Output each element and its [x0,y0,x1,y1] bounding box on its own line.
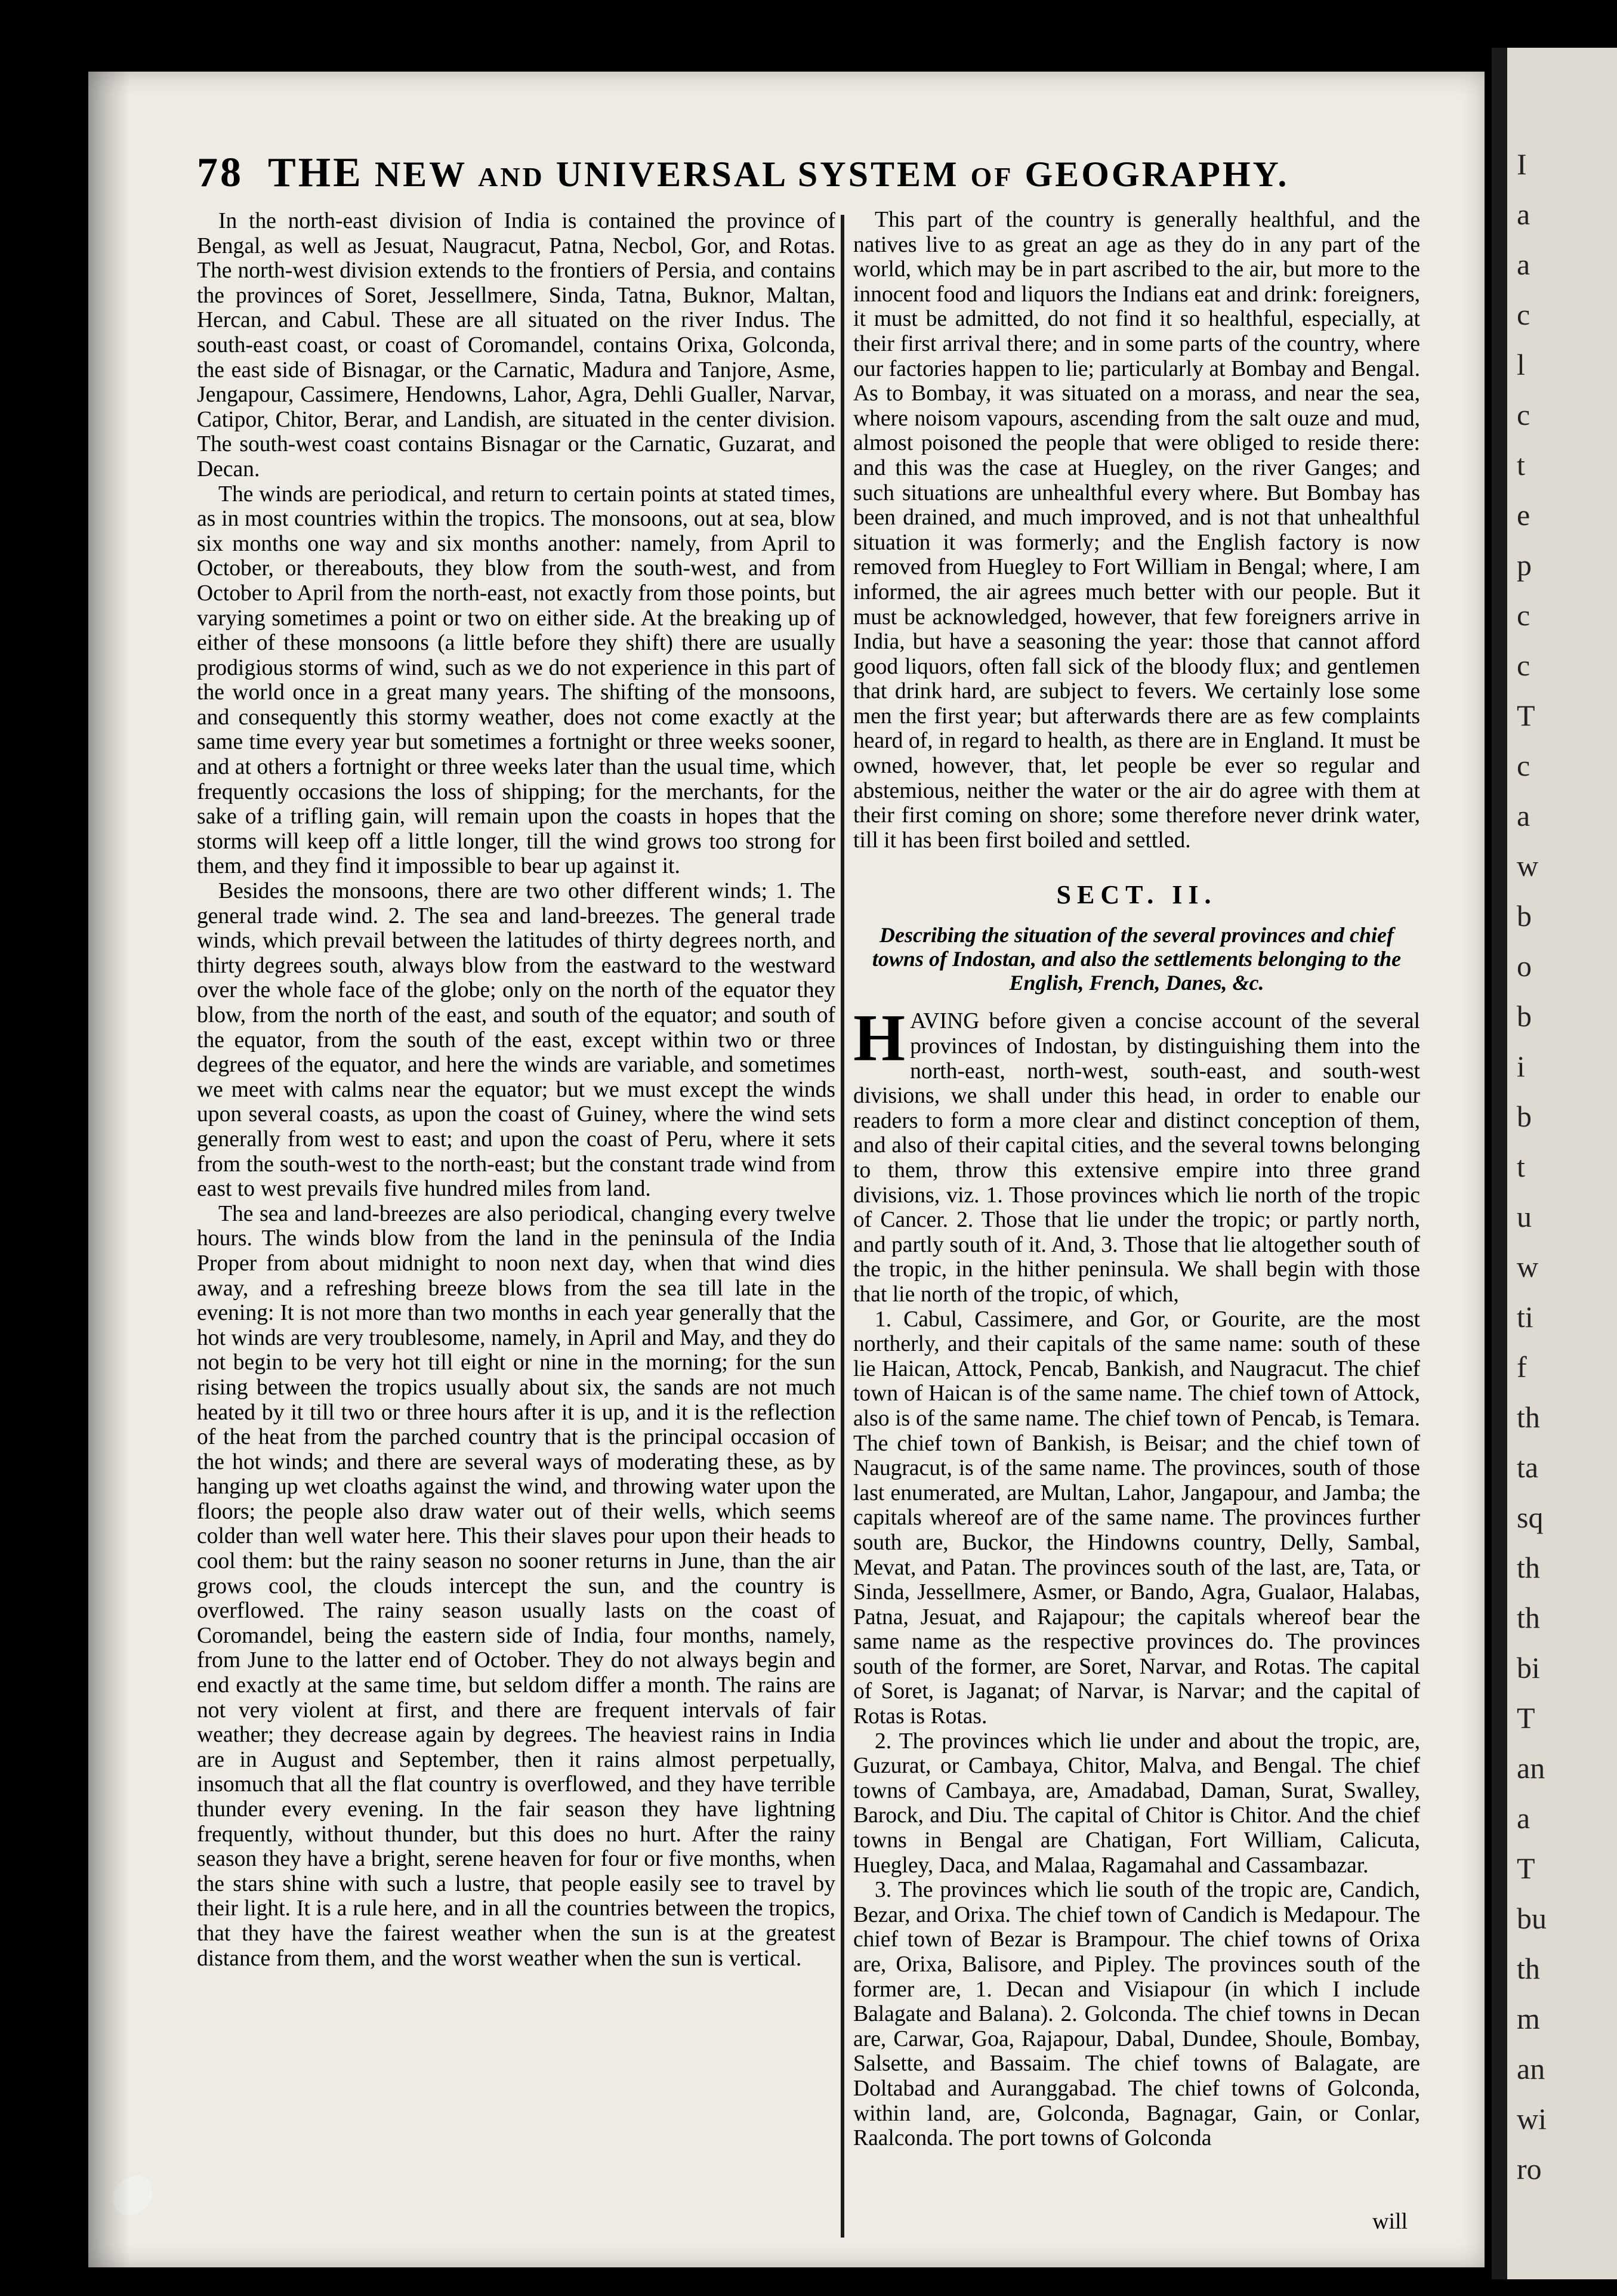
adjacent-page-fragment: T [1517,1701,1535,1735]
adjacent-page-fragment: an [1517,2052,1545,2085]
adjacent-page-fragment: a [1517,248,1530,281]
numbered-paragraph: 3. The provinces which lie south of the tropic are, Candich, Bezar, and Orixa. The chief town of Candich is Medapour. The chief town of Bezar is Brampour. The chief towns of Orixa are, Orixa, Balisore, and Pipley. The provinces south of the former are, 1. Decan and Visiapour (in which I include Balagate and Balana). 2. Golconda. The chief towns in Decan are, Carwar, Goa, Rajapour, Dabal, Dundee, Shoule, Bombay, Salsette, and Bassaim. The chief towns of Balagate, are Doltabad and Auranggabad. The chief towns of Golconda, within land, are, Golconda, Bagnagar, Gain, or Conlar, Raalconda. The port towns of Golconda [853,1878,1420,2151]
adjacent-page-fragment: T [1517,699,1535,732]
adjacent-page-fragment: c [1517,649,1530,682]
title-word: NEW [374,155,467,194]
adjacent-page-fragment: c [1517,598,1530,632]
adjacent-page-fragment: c [1517,398,1530,431]
adjacent-page-fragment: b [1517,899,1532,933]
catchword: will [1372,2209,1408,2234]
adjacent-page-fragment: b [1517,1100,1532,1133]
adjacent-page-fragment: t [1517,448,1525,482]
title-word: UNIVERSAL [556,155,786,194]
title-word: GEOGRAPHY. [1024,155,1289,194]
adjacent-page-fragment: sq [1517,1501,1544,1534]
first-paragraph-text: AVING before given a concise account of the several provinces of Indostan, by distinguishing them into the north-east, north-west, south-east, and south-west divisions, we shall under this head, in order to enable our readers to form a more clear and distinct conception of them, and also of their capital cities, and the several towns belonging to them, throw this extensive empire into three grand divisions, viz. 1. Those provinces which lie north of the tropic of Cancer. 2. Those that lie under the tropic; or partly north, and partly south of it. And, 3. Those that lie altogether south of the tropic, in the hither peninsula. We shall begin with those that lie north of the tropic, of which, [853,1009,1420,1307]
paragraph: The sea and land-breezes are also periodical, changing every twelve hours. The winds blow from the land in the peninsula of the India Proper from about midnight to noon next day, when that wind dies away, and a refreshing breeze blows from the sea till late in the evening: It is not more than two months in each year generally that the hot winds are very troublesome, namely, in April and May, and they do not begin to be very hot till eight or nine in the morning; for the sun rising between the tropics usually about six, the sands are not much heated by it till two or three hours after it is up, and it is the reflection of the heat from the parched country that is the principal occasion of the hot winds; and there are several ways of moderating these, as by hanging up wet cloaths against the wind, and throwing water upon the floors; the people also draw water out of their wells, which seems colder than well water here. This their slaves pour upon their heads to cool them: but the rainy season no sooner returns in June, than the air grows cool, the clouds intercept the sun, and the country is overflowed. The rainy season usually lasts on the coast of Coromandel, being the eastern side of India, four months, namely, from June to the latter end of October. They do not always begin and end exactly at the same time, but seldom differ a month. The rains are not very violent at first, and there are frequent intervals of fair weather; they decrease again by degrees. The heaviest rains in India are in August and September, then it rains almost perpetually, insomuch that all the flat country is overflowed, and they have terrible thunder every evening. In the fair season they have lightning frequently, without thunder, but this does no hurt. After the rainy season they have a bright, serene heaven for four or five months, when the stars shine with such a lustre, that people easily see to travel by their light. It is a rule here, and in all the countries between the tropics, that they have the fairest weather when the sun is at the greatest distance from them, and the worst weather when the sun is vertical. [197,1201,835,1971]
paragraph: Besides the monsoons, there are two other different winds; 1. The general trade wind. 2. The sea and land-breezes. The general trade winds, which prevail between the latitudes of thirty degrees north, and thirty degrees south, always blow from the eastward to the westward over the whole face of the globe; only on the north of the equator they blow, from the north of the east, and south of the equator; and south of the equator, from the south of the east, except within two or three degrees of the equator, and here the winds are variable, and sometimes we meet with calms near the equator; but we must except the winds upon several coasts, as upon the coast of Guiney, where the wind sets generally from west to east; and upon the coast of Peru, where it sets from the south-west to the north-east; but the constant trade wind from east to west prevails five hundred miles from land. [197,879,835,1202]
title-word: AND [478,162,545,192]
section-heading: SECT. II. [1056,880,1217,910]
adjacent-page-fragment: a [1517,1801,1530,1835]
adjacent-page-fragment: b [1517,999,1532,1033]
adjacent-page-fragment: o [1517,949,1532,983]
adjacent-page-fragment: c [1517,298,1530,331]
drop-cap: H [853,1001,906,1076]
adjacent-page-fragment: w [1517,849,1539,882]
adjacent-page-fragment: ro [1517,2152,1542,2186]
first-paragraph [853,1001,1420,1307]
title-word: SYSTEM [797,155,959,194]
adjacent-page-fragment: w [1517,1250,1539,1283]
scan-border [0,0,1617,36]
title-word: OF [970,162,1014,192]
adjacent-page-fragment: th [1517,1551,1540,1584]
adjacent-page-fragment: an [1517,1751,1545,1785]
adjacent-page-fragment: th [1517,1601,1540,1634]
adjacent-page-fragment: bi [1517,1651,1540,1684]
adjacent-page-fragment: ti [1517,1300,1533,1334]
adjacent-page-fragment: u [1517,1200,1532,1233]
adjacent-page-fragment: c [1517,749,1530,782]
adjacent-page-fragment: bu [1517,1902,1547,1935]
adjacent-page-fragment: a [1517,799,1530,832]
section-subheading: Describing the situation of the several provinces and chief towns of Indostan, and also the settlements belonging to the English, French, Danes, &c. [872,923,1402,995]
adjacent-page-fragment: l [1517,348,1525,381]
adjacent-page-fragment: th [1517,1400,1540,1434]
paper-smudge [107,2171,160,2221]
adjacent-page-fragment: wi [1517,2102,1547,2135]
adjacent-page-fragment: e [1517,498,1530,532]
paragraph: This part of the country is generally healthful, and the natives live to as great an age as they do in any part of the world, which may be in part ascribed to the air, but more to the innocent food and liquors the Indians eat and drink: foreigners, it must be admitted, do not find it so healthful, especially, at their first arrival there; and in some parts of the country, where our factories happen to lie; particularly at Bombay and Bengal. As to Bombay, it was situated on a morass, and near the sea, where noisom vapours, ascending from the salt ouze and mud, almost poisoned the people that were obliged to reside there: and this was the case at Huegley, on the river Ganges; and such situations are unhealthful every where. But Bombay has been drained, and much improved, and is not that unhealthful situation it was formerly; and the English factory is now removed from Huegley to Fort William in Bengal; where, I am informed, the air agrees much better with our people. But it must be acknowledged, however, that few foreigners arrive in India, but have a seasoning the year: those that cannot afford good liquors, often fall sick of the bloody flux; and gentlemen that drink hard, are subject to fevers. We certainly lose some men the first year; but afterwards there are as few complaints heard of, in regard to health, as there are in England. It must be owned, however, that, let people be ever so regular and abstemious, neither the water or the air do agree with them at their first coming on shore; some therefore never drink water, till it has been first boiled and settled. [853,208,1420,853]
adjacent-page-fragment: T [1517,1851,1535,1885]
adjacent-page-edge [1492,48,1617,2279]
column-rule [841,215,844,2238]
numbered-paragraph: 1. Cabul, Cassimere, and Gor, or Gourite, are the most northerly, and their capitals of the same name: south of these lie Haican, Attock, Pencab, Bankish, and Naugracut. The chief town of Haican is of the same name. The chief town of Attock, also is of the same name. The chief town of Pencab, is Temara. The chief town of Bankish, is Beisar; and the chief town of Naugracut, is of the same name. The provinces, south of those last enumerated, are Multan, Lahor, Jangapour, and Jamba; the capitals whereof are of the same name. The provinces further south are, Buckor, the Hindowns country, Delly, Sambal, Mevat, and Patan. The provinces south of the last, are, Tata, or Sinda, Jessellmere, Asmer, or Bando, Agra, Gualaor, Halabas, Patna, Jesuat, and Rajapour; the capitals whereof bear the same name as the respective provinces do. The provinces south of the former, are Soret, Narvar, and Rotas. The capital of Soret, is Jaganat; of Narvar, is Narvar; and the capital of Rotas is Rotas. [853,1307,1420,1729]
adjacent-page-fragment: t [1517,1150,1525,1183]
adjacent-page-fragment: ta [1517,1451,1539,1484]
adjacent-page-fragment: a [1517,197,1530,231]
numbered-paragraph: 2. The provinces which lie under and about the tropic, are, Guzurat, or Cambaya, Chitor, Malva, and Bengal. The chief towns of Cambaya, are, Amadabad, Daman, Surat, Swalley, Barock, and Diu. The capital of Chitor is Chitor. And the chief towns in Bengal are Chatigan, Fort William, Calicuta, Huegley, Daca, and Malaa, Ragamahal and Cassambazar. [853,1729,1420,1878]
title-word: THE [268,150,363,196]
adjacent-page-fragment: p [1517,548,1532,582]
adjacent-page-fragment: f [1517,1350,1527,1384]
paragraph: In the north-east division of India is contained the province of Bengal, as well as Jesuat, Naugracut, Patna, Necbol, Gor, and Rotas. The north-west division extends to the frontiers of Persia, and contains the provinces of Soret, Jessellmere, Sinda, Tatna, Buknor, Maltan, Hercan, and Cabul. These are all situated on the river Indus. The south-east coast, or coast of Coromandel, contains Orixa, Golconda, the east side of Bisnagar, or the Carnatic, Madura and Tanjore, Asme, Jengapour, Cassimere, Hendowns, Lahor, Agra, Dehli Gualler, Narvar, Catipor, Chitor, Berar, and Landish, are situated in the center division. The south-west coast contains Bisnagar or the Carnatic, Guzarat, and Decan. [197,209,835,482]
paragraph: The winds are periodical, and return to certain points at stated times, as in most countries within the tropics. The monsoons, out at sea, blow six months one way and six months another: namely, from April to October, or thereabouts, they blow from the south-west, and from October to April from the north-east, not exactly from those points, but varying sometimes a point or two on either side. At the breaking up of either of these monsoons (a little before they shift) there are usually prodigious storms of wind, such as we do not experience in this part of the world once in a great many years. The shifting of the monsoons, and consequently this stormy weather, does not come exactly at the same time every year but sometimes a fortnight or three weeks sooner, and at others a fortnight or three weeks later than the usual time, which frequently occasions the loss of shipping; for the merchants, for the sake of a trifling gain, will remain upon the coasts in hopes that the storms will keep off a little longer, till the wind grows too strong for them, and they find it impossible to bear up against it. [197,482,835,879]
adjacent-page-fragment: i [1517,1050,1525,1083]
right-column [853,208,1420,2212]
adjacent-page-fragment: m [1517,2002,1540,2035]
left-column [197,209,835,2214]
adjacent-page-fragment: I [1517,147,1527,181]
adjacent-page-fragment: th [1517,1952,1540,1985]
page-number: 78 [197,150,243,196]
running-head [197,149,1289,197]
page-gutter-shadow [1492,48,1507,2279]
